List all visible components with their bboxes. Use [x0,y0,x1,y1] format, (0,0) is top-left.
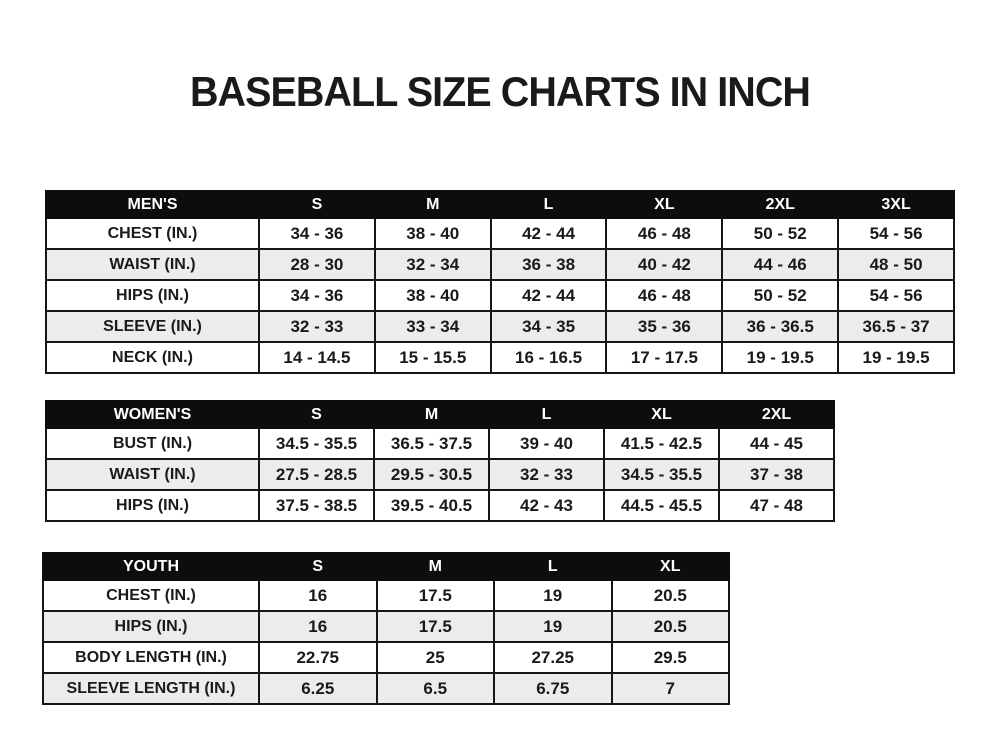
size-value-cell: 54 - 56 [838,280,954,311]
measurement-label-cell: CHEST (IN.) [43,580,259,611]
size-value-cell: 48 - 50 [838,249,954,280]
table-row [43,673,729,704]
womens-size-table [45,400,835,522]
size-value-cell: 17.5 [377,611,495,642]
size-header-cell: M [375,191,491,218]
size-value-cell: 44 - 46 [722,249,838,280]
size-value-cell: 39.5 - 40.5 [374,490,489,521]
size-value-cell: 16 - 16.5 [491,342,607,373]
size-value-cell: 6.5 [377,673,495,704]
size-value-cell: 39 - 40 [489,428,604,459]
size-value-cell: 16 [259,611,377,642]
size-header-cell: M [374,401,489,428]
measurement-label-cell: SLEEVE (IN.) [46,311,259,342]
size-value-cell: 50 - 52 [722,280,838,311]
measurement-label-cell: BUST (IN.) [46,428,259,459]
measurement-label-cell: CHEST (IN.) [46,218,259,249]
mens-header-row [46,191,954,218]
size-value-cell: 28 - 30 [259,249,375,280]
size-header-cell: L [491,191,607,218]
size-value-cell: 15 - 15.5 [375,342,491,373]
table-row [43,611,729,642]
size-value-cell: 44.5 - 45.5 [604,490,719,521]
size-header-cell: 2XL [719,401,834,428]
size-header-cell: XL [612,553,730,580]
page-title: BASEBALL SIZE CHARTS IN INCH [189,68,811,115]
size-value-cell: 47 - 48 [719,490,834,521]
size-value-cell: 6.75 [494,673,612,704]
table-row [46,311,954,342]
size-header-cell: XL [604,401,719,428]
measurement-label-cell: WAIST (IN.) [46,459,259,490]
size-value-cell: 19 [494,611,612,642]
size-header-cell: S [259,553,377,580]
size-value-cell: 16 [259,580,377,611]
size-value-cell: 38 - 40 [375,218,491,249]
size-value-cell: 34 - 35 [491,311,607,342]
table-title-cell: YOUTH [43,553,259,580]
measurement-label-cell: NECK (IN.) [46,342,259,373]
size-value-cell: 20.5 [612,611,730,642]
measurement-label-cell: HIPS (IN.) [46,490,259,521]
table-row [46,342,954,373]
size-value-cell: 46 - 48 [606,280,722,311]
table-row [46,490,834,521]
size-value-cell: 35 - 36 [606,311,722,342]
size-value-cell: 50 - 52 [722,218,838,249]
size-header-cell: S [259,191,375,218]
size-value-cell: 44 - 45 [719,428,834,459]
size-value-cell: 32 - 33 [489,459,604,490]
size-value-cell: 19 - 19.5 [838,342,954,373]
size-value-cell: 37.5 - 38.5 [259,490,374,521]
measurement-label-cell: BODY LENGTH (IN.) [43,642,259,673]
youth-header-row [43,553,729,580]
size-value-cell: 19 [494,580,612,611]
table-row [46,459,834,490]
table-row [46,218,954,249]
size-value-cell: 38 - 40 [375,280,491,311]
size-value-cell: 7 [612,673,730,704]
size-value-cell: 22.75 [259,642,377,673]
size-value-cell: 41.5 - 42.5 [604,428,719,459]
size-value-cell: 34.5 - 35.5 [259,428,374,459]
size-header-cell: 3XL [838,191,954,218]
size-value-cell: 27.5 - 28.5 [259,459,374,490]
size-value-cell: 6.25 [259,673,377,704]
size-value-cell: 36 - 38 [491,249,607,280]
size-value-cell: 46 - 48 [606,218,722,249]
size-value-cell: 33 - 34 [375,311,491,342]
size-header-cell: 2XL [722,191,838,218]
size-value-cell: 42 - 43 [489,490,604,521]
size-value-cell: 19 - 19.5 [722,342,838,373]
size-value-cell: 40 - 42 [606,249,722,280]
size-header-cell: XL [606,191,722,218]
size-header-cell: S [259,401,374,428]
size-value-cell: 36.5 - 37.5 [374,428,489,459]
size-value-cell: 32 - 33 [259,311,375,342]
table-row [43,642,729,673]
size-value-cell: 27.25 [494,642,612,673]
table-row [46,428,834,459]
size-value-cell: 14 - 14.5 [259,342,375,373]
size-value-cell: 36.5 - 37 [838,311,954,342]
measurement-label-cell: HIPS (IN.) [43,611,259,642]
table-row [46,280,954,311]
size-value-cell: 17 - 17.5 [606,342,722,373]
size-value-cell: 29.5 [612,642,730,673]
table-row [43,580,729,611]
measurement-label-cell: SLEEVE LENGTH (IN.) [43,673,259,704]
size-value-cell: 42 - 44 [491,218,607,249]
youth-size-table [42,552,730,705]
size-header-cell: L [494,553,612,580]
table-title-cell: WOMEN'S [46,401,259,428]
mens-size-table [45,190,955,374]
size-header-cell: L [489,401,604,428]
size-value-cell: 29.5 - 30.5 [374,459,489,490]
womens-header-row [46,401,834,428]
size-value-cell: 37 - 38 [719,459,834,490]
size-value-cell: 36 - 36.5 [722,311,838,342]
size-value-cell: 17.5 [377,580,495,611]
measurement-label-cell: WAIST (IN.) [46,249,259,280]
measurement-label-cell: HIPS (IN.) [46,280,259,311]
size-value-cell: 34 - 36 [259,280,375,311]
size-value-cell: 34.5 - 35.5 [604,459,719,490]
size-value-cell: 34 - 36 [259,218,375,249]
size-value-cell: 20.5 [612,580,730,611]
size-value-cell: 54 - 56 [838,218,954,249]
size-header-cell: M [377,553,495,580]
table-row [46,249,954,280]
size-value-cell: 25 [377,642,495,673]
size-value-cell: 42 - 44 [491,280,607,311]
size-value-cell: 32 - 34 [375,249,491,280]
table-title-cell: MEN'S [46,191,259,218]
